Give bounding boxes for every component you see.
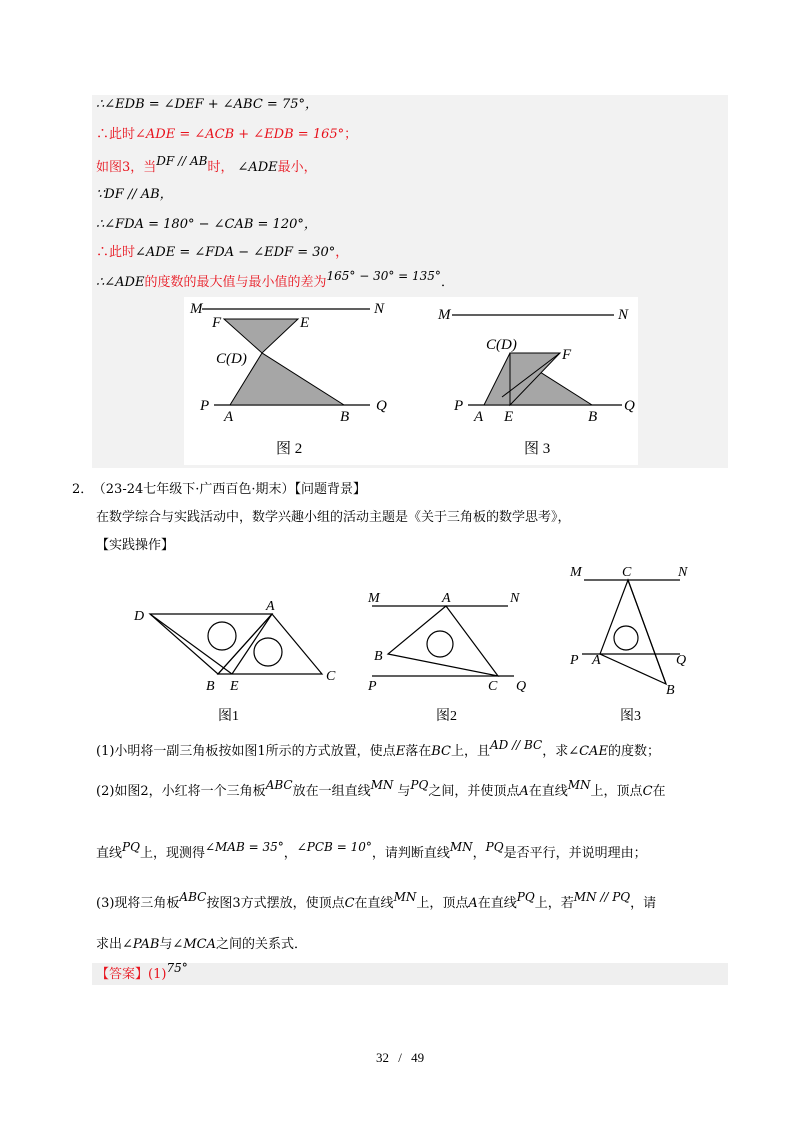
question-header: 2． （23-24七年级下·广西百色·期末）【问题背景】 — [72, 482, 367, 497]
fig2-label-b: B — [374, 649, 383, 664]
solution-figure-svg — [184, 297, 638, 465]
part-3-line-1: (3)现将三角板ABC按图3方式摆放，使顶点C在直线MN上，顶点A在直线PQ上，若MN // PQ，请 — [96, 890, 657, 911]
part-1: (1)小明将一副三角板按如图1所示的方式放置，使点E落在BC上，且AD // BC，求∠CAE的度数； — [96, 738, 660, 759]
solution-line-3: 如图3，当DF // AB时， ∠ADE最小， — [96, 154, 317, 175]
fig3-circle — [614, 626, 638, 650]
label-p-fig3: P — [454, 398, 464, 414]
label-n-fig3: N — [618, 307, 629, 323]
fig1-label-c: C — [326, 669, 336, 684]
caption-fig3: 图 3 — [524, 441, 551, 457]
part-2-line-1: (2)如图2，小红将一个三角板ABC放在一组直线MN 与PQ之间，并使顶点A在直线MN上，顶点C在 — [96, 778, 666, 799]
fig1-caption: 图1 — [218, 709, 239, 724]
label-f-fig3: F — [562, 347, 572, 363]
practice-heading: 【实践操作】 — [96, 538, 175, 553]
fig3-label-a: A — [592, 653, 601, 668]
fig3-label-p: P — [570, 653, 579, 668]
triangle-fed — [224, 319, 298, 353]
fig2-label-p: P — [368, 679, 377, 694]
fig2-circle — [427, 631, 453, 657]
solution-line-4: ∵DF // AB， — [96, 187, 173, 202]
answer-line: 【答案】(1)75° — [96, 961, 188, 982]
triangle-cab — [230, 353, 344, 405]
part-3-line-2: 求出∠PAB与∠MCA之间的关系式． — [96, 937, 307, 952]
fig3-triangle — [600, 580, 666, 684]
label-b-fig3: B — [588, 409, 598, 425]
fig2-label-m: M — [368, 591, 380, 606]
label-q: Q — [376, 398, 387, 414]
fig1-label-d: D — [134, 609, 145, 624]
fig2-triangle — [388, 606, 498, 676]
fig1-circle-1 — [208, 622, 236, 650]
page-number: 32 / 49 — [375, 1050, 425, 1065]
label-f: F — [212, 315, 222, 331]
fig2-caption: 图2 — [436, 709, 457, 724]
label-e: E — [300, 315, 310, 331]
label-cd: C(D) — [216, 351, 247, 367]
fig1-label-e: E — [230, 679, 239, 694]
solution-figure — [184, 297, 638, 465]
fig3-caption: 图3 — [620, 709, 641, 724]
fig3-label-b: B — [666, 683, 675, 698]
label-m-fig3: M — [438, 307, 451, 323]
solution-line-6: ∴此时∠ADE = ∠FDA − ∠EDF = 30°， — [96, 245, 349, 260]
label-n: N — [374, 301, 385, 317]
solution-line-1: ∴∠EDB = ∠DEF + ∠ABC = 75°， — [96, 97, 318, 112]
answer-label: 【答案】 — [96, 967, 149, 982]
solution-line-2: ∴此时∠ADE = ∠ACB + ∠EDB = 165°； — [96, 127, 358, 142]
label-m: M — [190, 301, 203, 317]
part-2-line-2: 直线PQ上，现测得∠MAB = 35°，∠PCB = 10°，请判断直线MN，PQ是否平行，并说明理由； — [96, 840, 647, 861]
label-e-fig3: E — [504, 409, 514, 425]
fig2-label-n: N — [510, 591, 520, 606]
fig3-label-q: Q — [676, 653, 687, 668]
fig1-circle-2 — [254, 638, 282, 666]
fig3-label-n: N — [678, 565, 688, 580]
question-intro: 在数学综合与实践活动中，数学兴趣小组的活动主题是《关于三角板的数学思考》， — [96, 510, 571, 525]
label-cd-fig3: C(D) — [486, 337, 517, 353]
fig2-label-a: A — [442, 591, 451, 606]
solution-line-5: ∴∠FDA = 180° − ∠CAB = 120°， — [96, 217, 317, 232]
label-a: A — [224, 409, 234, 425]
fig3-label-c: C — [622, 565, 632, 580]
fig3-label-m: M — [570, 565, 582, 580]
label-b: B — [340, 409, 350, 425]
label-a-fig3: A — [474, 409, 484, 425]
question-figures — [120, 560, 720, 730]
fig1-label-b: B — [206, 679, 215, 694]
fig2-label-q: Q — [516, 679, 527, 694]
label-p: P — [200, 398, 210, 414]
fig1-label-a: A — [266, 599, 275, 614]
solution-line-7: ∴∠ADE的度数的最大值与最小值的差为165° − 30° = 135°． — [96, 269, 454, 290]
caption-fig2: 图 2 — [276, 441, 303, 457]
label-q-fig3: Q — [624, 398, 635, 414]
fig2-label-c: C — [488, 679, 498, 694]
